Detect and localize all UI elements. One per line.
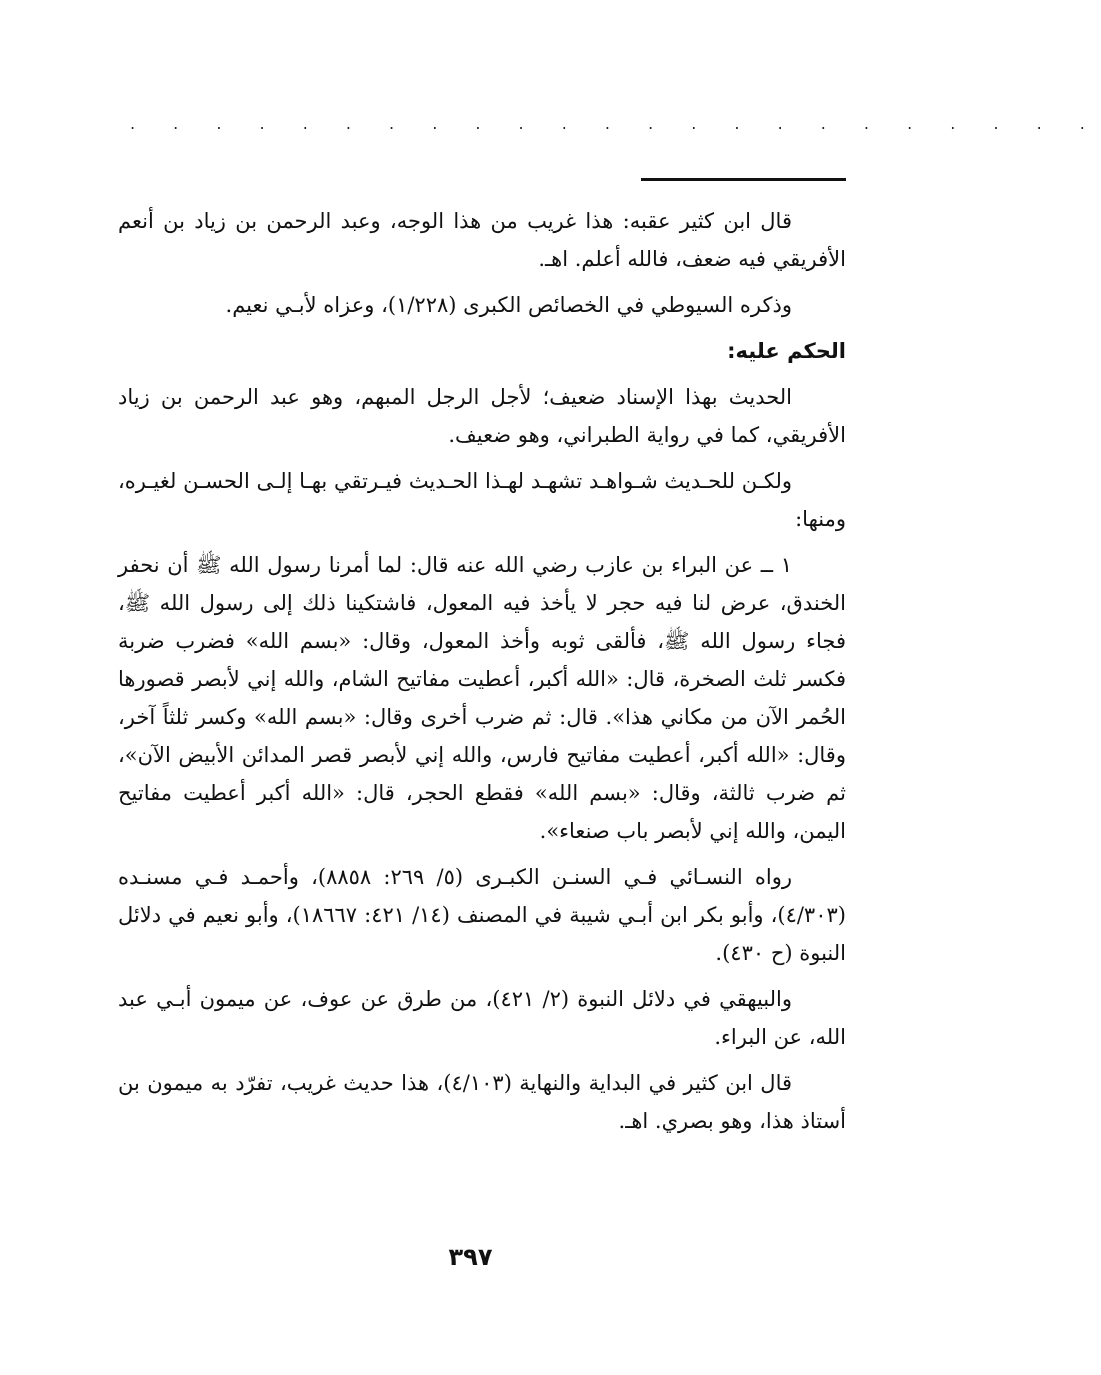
paragraph-bayhaqi: والبيهقي في دلائل النبوة (٢/ ٤٢١)، من طرق عن عوف، عن ميمون أبـي عبد الله، عن البراء.	[118, 987, 846, 1049]
paragraph-supporting-evidence: ولكـن للحـديث شـواهـد تشهـد لهـذا الحـديث فيـرتقي بهـا إلـى الحسـن لغيـره، ومنها:	[118, 469, 846, 531]
footnote-separator-rule	[641, 178, 846, 181]
section-heading: الحكم عليه:	[727, 339, 846, 363]
header-dotted-line: . . . . . . . . . . . . . . . . . . . . . . .	[130, 114, 1101, 133]
page-number: ٣٩٧	[448, 1243, 493, 1271]
paragraph-suyuti-reference: وذكره السيوطي في الخصائص الكبرى (١/٢٢٨)، وعزاه لأبـي نعيم.	[225, 293, 792, 317]
paragraph-ruling: الحديث بهذا الإسناد ضعيف؛ لأجل الرجل المبهم، وهو عبد الرحمن بن زياد الأفريقي، كما في رواية الطبراني، وهو ضعيف.	[118, 385, 846, 447]
body-text	[118, 202, 846, 1148]
paragraph-ibn-kathir-bidaya: قال ابن كثير في البداية والنهاية (٤/١٠٣)، هذا حديث غريب، تفرّد به ميمون بن أستاذ هذا، وهو بصري. اهـ.	[118, 1071, 846, 1133]
paragraph-narrators: رواه النسـائي فـي السنـن الكبـرى (٥/ ٢٦٩: ٨٨٥٨)، وأحمـد فـي مسنـده (٤/٣٠٣)، وأبو بكر ابن أبـي شيبة في المصنف (١٤/ ٤٢١: ١٨٦٦٧)، وأبو نعيم في دلائل النبوة (ح ٤٣٠).	[118, 865, 846, 965]
paragraph-ibn-kathir-comment: قال ابن كثير عقبه: هذا غريب من هذا الوجه، وعبد الرحمن بن زياد بن أنعم الأفريقي فيه ضعف، فالله أعلم. اهـ.	[118, 209, 846, 271]
paragraph-hadith-bara: ١ ــ عن البراء بن عازب رضي الله عنه قال: لما أمرنا رسول الله ﷺ أن نحفر الخندق، عرض لنا فيه حجر لا يأخذ فيه المعول، فاشتكينا ذلك إلى رسول الله ﷺ، فجاء رسول الله ﷺ، فألقى ثوبه وأخذ المعول، وقال: «بسم الله» فضرب ضربة فكسر ثلث الصخرة، قال: «الله أكبر، أعطيت مفاتيح الشام، والله إني لأبصر قصورها الحُمر الآن من مكاني هذا». قال: ثم ضرب أخرى وقال: «بسم الله» وكسر ثلثاً آخر، وقال: «الله أكبر، أعطيت مفاتيح فارس، والله إني لأبصر قصر المدائن الأبيض الآن»، ثم ضرب ثالثة، وقال: «بسم الله» فقطع الحجر، قال: «الله أكبر أعطيت مفاتيح اليمن، والله إني لأبصر باب صنعاء».	[118, 553, 846, 843]
